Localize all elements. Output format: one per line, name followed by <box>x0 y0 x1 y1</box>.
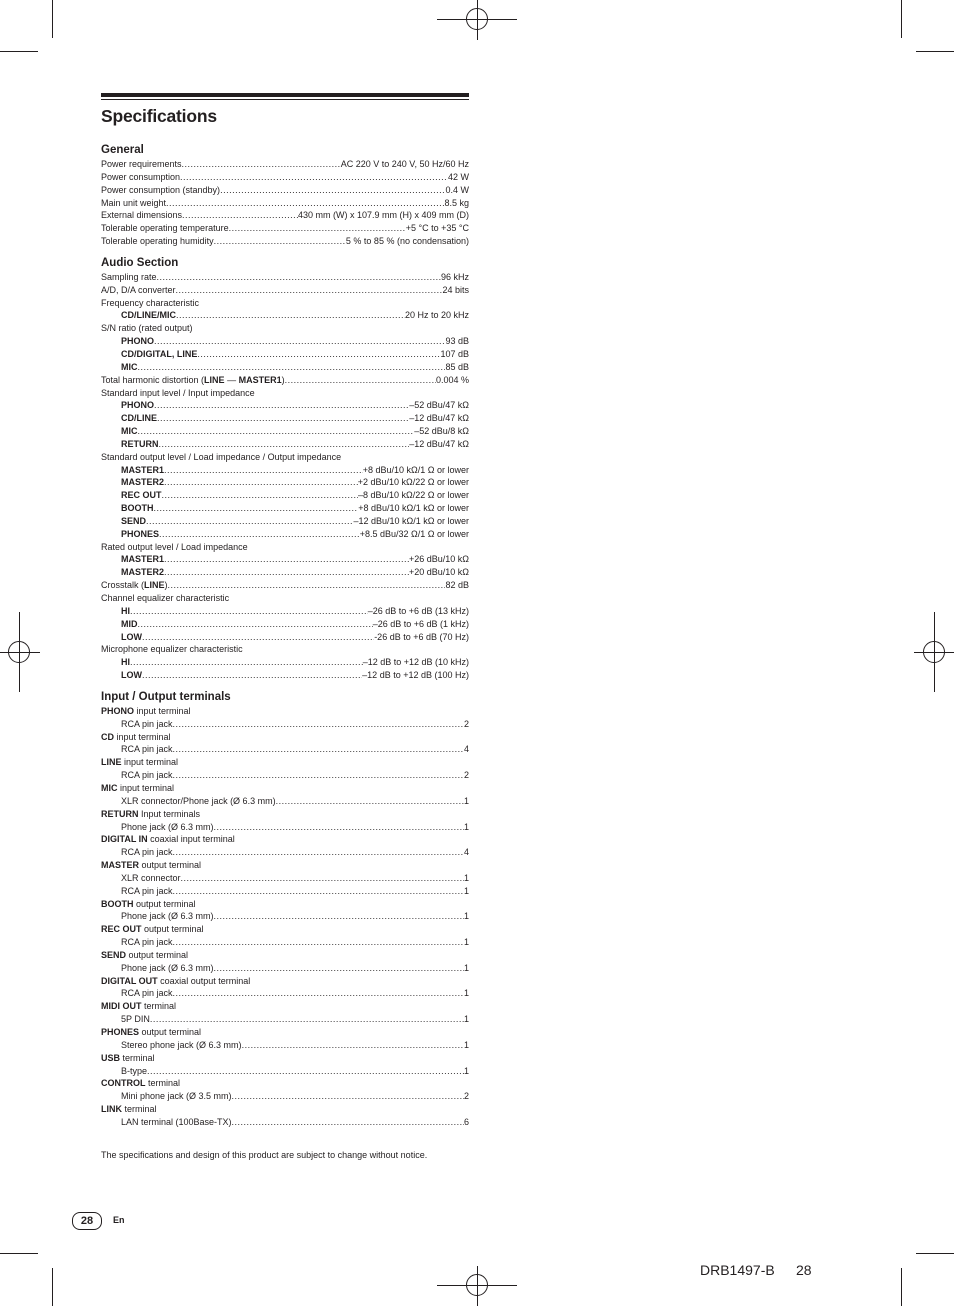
spec-value: –26 dB to +6 dB (1 kHz) <box>372 618 469 629</box>
io-rows <box>101 705 469 1129</box>
spec-row <box>101 184 469 197</box>
spec-row <box>101 769 469 782</box>
spec-label: SEND <box>121 515 147 526</box>
spec-label: XLR connector <box>121 872 181 883</box>
spec-label: Power requirements <box>101 159 182 169</box>
spec-value: +26 dBu/10 kΩ <box>408 554 469 565</box>
spec-value: 1 <box>463 885 469 896</box>
spec-row <box>101 718 469 731</box>
terminal-label: CD input terminal <box>101 731 171 742</box>
spec-row <box>101 158 469 171</box>
spec-row <box>101 171 469 184</box>
spec-label: RCA pin jack <box>121 988 173 999</box>
spec-value: 8.5 kg <box>444 197 469 208</box>
crop-mark <box>0 51 38 52</box>
spec-label: Tolerable operating humidity <box>101 236 214 247</box>
spec-row <box>101 631 469 644</box>
spec-label: MASTER1 <box>121 464 165 475</box>
spec-row <box>101 553 469 566</box>
spec-label: Main unit weight <box>101 197 167 208</box>
spec-row <box>101 502 469 515</box>
spec-value: 5 % to 85 % (no condensation) <box>345 236 469 247</box>
spec-row <box>101 515 469 528</box>
spec-value: 6 <box>463 1116 469 1127</box>
spec-row <box>101 528 469 541</box>
spec-row <box>101 821 469 834</box>
spec-row <box>101 846 469 859</box>
spec-value: –12 dBu/10 kΩ/1 kΩ or lower <box>353 515 469 526</box>
spec-row <box>101 476 469 489</box>
spec-value: +8.5 dBu/32 Ω/1 Ω or lower <box>359 528 469 539</box>
spec-value: 42 W <box>447 171 469 182</box>
spec-row <box>101 197 469 210</box>
spec-label: RCA pin jack <box>121 847 173 858</box>
spec-row <box>101 235 469 248</box>
spec-row <box>101 425 469 438</box>
spec-row: Sampling rate ..... 96 kHz <box>101 271 469 284</box>
spec-label: Phone jack (Ø 6.3 mm) <box>121 962 214 973</box>
spec-row <box>101 936 469 949</box>
spec-label: RCA pin jack <box>121 937 173 948</box>
document-reference: DRB1497-B <box>700 1262 775 1278</box>
registration-circle <box>466 8 488 30</box>
page-title: Specifications <box>101 106 217 126</box>
sil-rows <box>101 399 469 450</box>
spec-value: 0.4 W <box>445 184 469 195</box>
spec-value: –52 dBu/47 kΩ <box>409 400 469 411</box>
spec-value: –8 dBu/10 kΩ/22 Ω or lower <box>357 490 469 501</box>
spec-row <box>101 910 469 923</box>
spec-row <box>101 872 469 885</box>
spec-row <box>101 618 469 631</box>
spec-row <box>101 669 469 682</box>
spec-value: 430 mm (W) x 107.9 mm (H) x 409 mm (D) <box>297 210 469 221</box>
spec-label: XLR connector/Phone jack (Ø 6.3 mm) <box>121 795 276 806</box>
spec-value: 107 dB <box>440 348 469 359</box>
spec-label: LOW <box>121 670 142 681</box>
spec-subtitle: Rated output level / Load impedance <box>101 541 248 552</box>
terminal-label: PHONES output terminal <box>101 1027 202 1037</box>
spec-row <box>101 361 469 374</box>
general-section <box>101 143 469 248</box>
terminal-label: REC OUT output terminal <box>101 924 204 935</box>
spec-value: +2 dBu/10 kΩ/22 Ω or lower <box>357 477 469 488</box>
spec-value: 1 <box>463 988 469 999</box>
terminal-label: LINE input terminal <box>101 757 179 768</box>
terminal-label: PHONO input terminal <box>101 705 191 716</box>
registration-circle <box>923 641 945 663</box>
spec-row <box>101 1065 469 1078</box>
sol-rows <box>101 464 469 541</box>
language-code: En <box>113 1215 125 1225</box>
spec-row <box>101 1039 469 1052</box>
crop-mark <box>52 1268 53 1306</box>
spec-value: +8 dBu/10 kΩ/1 Ω or lower <box>362 464 469 475</box>
general-heading: General <box>101 144 144 156</box>
ceq-rows <box>101 605 469 644</box>
spec-value: 1 <box>463 872 469 883</box>
spec-row <box>101 489 469 502</box>
spec-value: –12 dBu/47 kΩ <box>409 413 469 424</box>
spec-label: PHONO <box>121 400 155 411</box>
spec-row <box>101 566 469 579</box>
spec-label: RCA pin jack <box>121 770 173 781</box>
spec-row <box>101 335 469 348</box>
spec-value: 93 dB <box>445 336 469 347</box>
spec-label: LAN terminal (100Base-TX) <box>121 1116 232 1127</box>
crop-mark <box>916 51 954 52</box>
spec-row <box>101 464 469 477</box>
spec-row: CD/LINE/MIC ..... 20 Hz to 20 kHz <box>101 309 469 322</box>
audio-section <box>101 256 469 682</box>
spec-label: Tolerable operating temperature <box>101 223 229 234</box>
page-number-badge: 28 <box>72 1212 102 1230</box>
spec-value: –12 dB to +12 dB (100 Hz) <box>362 670 469 681</box>
spec-label: CD/LINE <box>121 413 157 424</box>
spec-value: 2 <box>463 770 469 781</box>
title-rule-thin <box>101 99 469 100</box>
terminal-label: DIGITAL IN coaxial input terminal <box>101 834 235 845</box>
spec-label: Mini phone jack (Ø 3.5 mm) <box>121 1091 232 1102</box>
spec-label: MID <box>121 618 138 629</box>
spec-subtitle: S/N ratio (rated output) <box>101 323 193 334</box>
audio-heading: Audio Section <box>101 256 179 269</box>
spec-value: -26 dB to +6 dB (70 Hz) <box>374 631 469 642</box>
spec-row <box>101 1116 469 1129</box>
spec-label: MASTER2 <box>121 567 165 578</box>
spec-label: PHONO <box>121 336 155 347</box>
io-heading: Input / Output terminals <box>101 690 231 703</box>
spec-row: A/D, D/A converter ..... 24 bits <box>101 284 469 297</box>
spec-label: Power consumption (standby) <box>101 184 221 195</box>
spec-label: Stereo phone jack (Ø 6.3 mm) <box>121 1039 242 1050</box>
spec-row <box>101 987 469 1000</box>
spec-value: 2 <box>463 718 469 729</box>
spec-row <box>101 1090 469 1103</box>
rol-rows <box>101 553 469 579</box>
spec-label: RETURN <box>121 438 159 449</box>
spec-label: PHONES <box>121 528 160 539</box>
terminal-label: MASTER output terminal <box>101 860 202 871</box>
spec-label: MIC <box>121 426 138 437</box>
document-page-number: 28 <box>796 1262 812 1278</box>
spec-value: 1 <box>463 937 469 948</box>
terminal-label: RETURN Input terminals <box>101 808 201 819</box>
spec-value: –52 dBu/8 kΩ <box>414 426 469 437</box>
spec-label: 5P DIN <box>121 1014 150 1025</box>
spec-row <box>101 209 469 222</box>
spec-label: RCA pin jack <box>121 885 173 896</box>
spec-value: +8 dBu/10 kΩ/1 kΩ or lower <box>358 503 469 514</box>
specifications-content <box>101 93 469 1162</box>
crop-mark <box>901 0 902 38</box>
spec-label: External dimensions <box>101 210 183 221</box>
sn-rows <box>101 335 469 374</box>
terminal-label: CONTROL terminal <box>101 1078 181 1089</box>
terminal-label: MIC input terminal <box>101 782 175 793</box>
terminal-label: SEND output terminal <box>101 949 189 960</box>
spec-row: Total harmonic distortion (LINE — MASTER1) ..... 0.004 % <box>101 374 469 387</box>
spec-row <box>101 656 469 669</box>
spec-label: Power consumption <box>101 171 181 182</box>
spec-label: BOOTH <box>121 503 154 514</box>
spec-label: MIC <box>121 361 138 372</box>
spec-label: HI <box>121 657 130 668</box>
spec-subtitle: Standard input level / Input impedance <box>101 387 255 398</box>
spec-row: Crosstalk (LINE) ..... 82 dB <box>101 579 469 592</box>
crop-mark <box>916 1253 954 1254</box>
spec-row <box>101 885 469 898</box>
spec-value: +5 °C to +35 °C <box>405 223 469 234</box>
spec-value: 2 <box>463 1091 469 1102</box>
registration-circle <box>466 1274 488 1296</box>
spec-value: 1 <box>463 911 469 922</box>
terminal-label: DIGITAL OUT coaxial output terminal <box>101 975 251 986</box>
spec-subtitle: Standard output level / Load impedance / Output impedance <box>101 451 342 462</box>
spec-label: MASTER1 <box>121 554 165 565</box>
terminal-label: MIDI OUT terminal <box>101 1001 177 1012</box>
meq-rows <box>101 656 469 682</box>
spec-subtitle: Channel equalizer characteristic <box>101 593 230 603</box>
spec-value: 4 <box>463 847 469 858</box>
spec-value: 1 <box>463 795 469 806</box>
spec-value: 1 <box>463 962 469 973</box>
spec-value: 1 <box>463 1039 469 1050</box>
terminal-label: LINK terminal <box>101 1104 157 1115</box>
spec-label: MASTER2 <box>121 477 165 488</box>
terminal-label: USB terminal <box>101 1052 155 1063</box>
spec-value: 1 <box>463 1014 469 1025</box>
spec-row <box>101 743 469 756</box>
spec-value: –26 dB to +6 dB (13 kHz) <box>367 605 469 616</box>
io-section <box>101 690 469 1129</box>
spec-row <box>101 399 469 412</box>
spec-row <box>101 412 469 425</box>
spec-value: AC 220 V to 240 V, 50 Hz/60 Hz <box>340 159 469 169</box>
spec-row <box>101 795 469 808</box>
spec-label: CD/DIGITAL, LINE <box>121 348 198 359</box>
spec-value: 85 dB <box>445 361 469 372</box>
spec-label: Phone jack (Ø 6.3 mm) <box>121 911 214 922</box>
crop-mark <box>901 1268 902 1306</box>
spec-label: REC OUT <box>121 490 162 501</box>
spec-label: RCA pin jack <box>121 744 173 755</box>
general-rows <box>101 158 469 248</box>
title-rule <box>101 93 469 97</box>
spec-row <box>101 222 469 235</box>
spec-subtitle: Microphone equalizer characteristic <box>101 644 243 655</box>
spec-row <box>101 438 469 451</box>
terminal-label: BOOTH output terminal <box>101 898 196 909</box>
spec-value: 1 <box>463 1065 469 1076</box>
crop-mark <box>52 0 53 38</box>
spec-row <box>101 605 469 618</box>
spec-label: LOW <box>121 631 142 642</box>
spec-row <box>101 1013 469 1026</box>
spec-label: RCA pin jack <box>121 718 173 729</box>
spec-label: B-type <box>121 1065 148 1076</box>
spec-row <box>101 348 469 361</box>
crop-mark <box>0 1253 38 1254</box>
spec-value: –12 dBu/47 kΩ <box>409 438 469 449</box>
spec-label: Phone jack (Ø 6.3 mm) <box>121 821 214 832</box>
spec-value: 4 <box>463 744 469 755</box>
spec-subtitle: Frequency characteristic <box>101 297 200 308</box>
spec-row <box>101 962 469 975</box>
registration-circle <box>8 641 30 663</box>
spec-value: 1 <box>463 821 469 832</box>
disclaimer-note: The specifications and design of this product are subject to change without notice. <box>101 1149 428 1160</box>
spec-value: –12 dB to +12 dB (10 kHz) <box>362 657 469 668</box>
spec-label: HI <box>121 605 130 616</box>
spec-value: +20 dBu/10 kΩ <box>408 567 469 578</box>
